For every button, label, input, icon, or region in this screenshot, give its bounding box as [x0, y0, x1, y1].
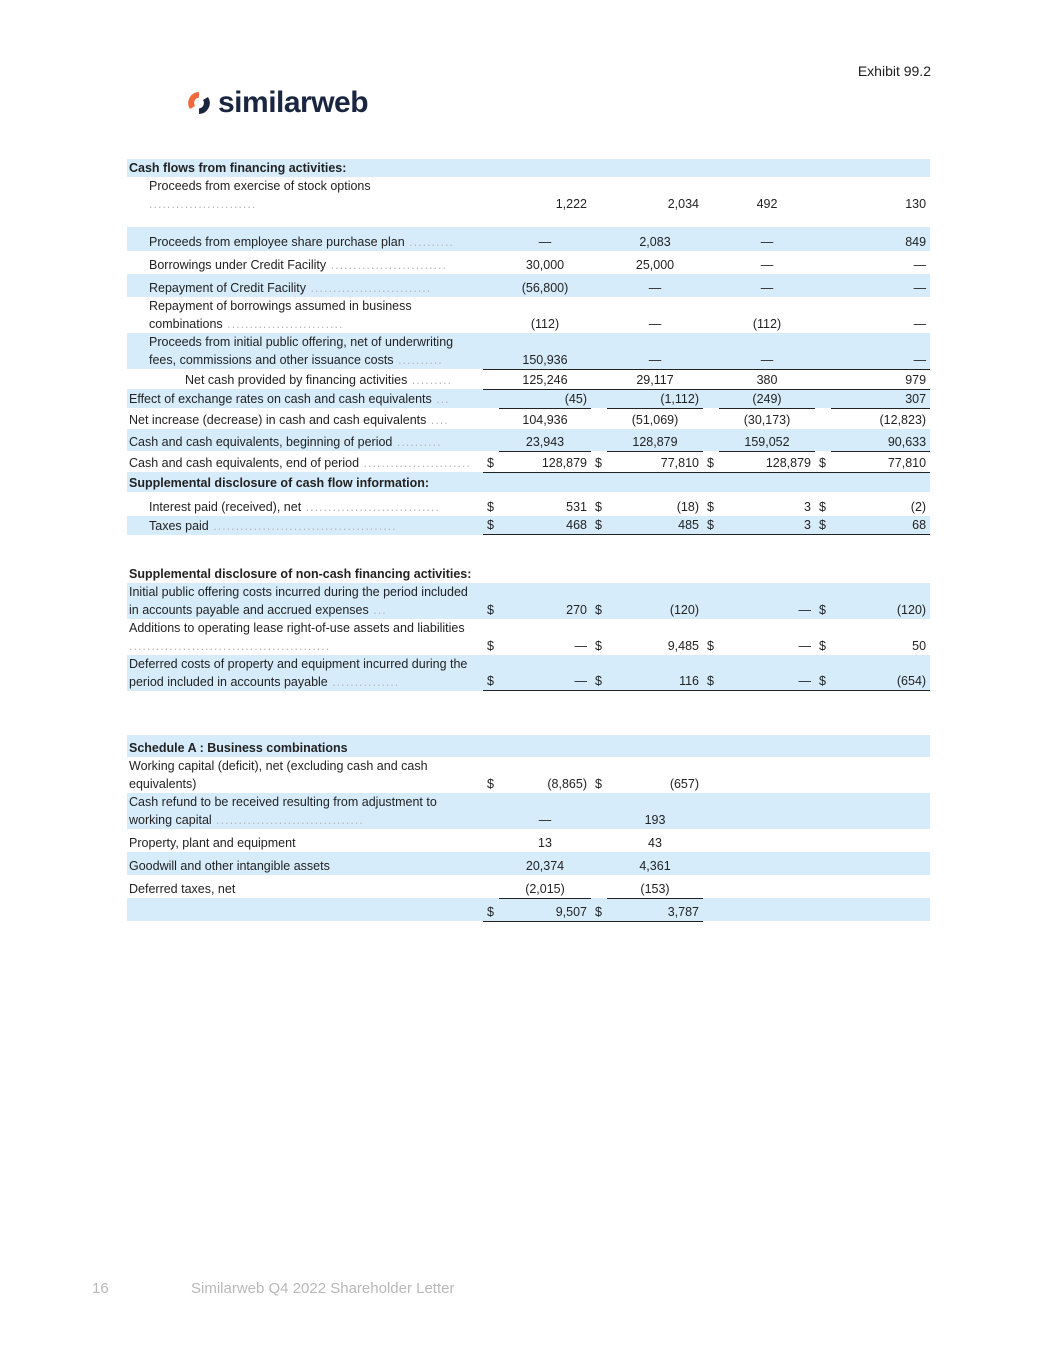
value-cell: 849 — [831, 227, 930, 251]
value-cell: — — [719, 333, 815, 369]
value-cell: 492 — [756, 197, 778, 211]
value-cell: (153) — [607, 875, 703, 898]
table-row — [127, 429, 930, 451]
cash-flow-table — [127, 159, 930, 691]
table-row — [127, 297, 930, 333]
value-cell: 104,936 — [522, 413, 568, 427]
value-cell: (120) — [607, 583, 703, 619]
value-cell: (249) — [719, 389, 815, 408]
currency-symbol: $ — [591, 451, 607, 472]
value-cell: 9,507 — [499, 898, 591, 921]
value-cell: 128,879 — [607, 429, 703, 451]
value-cell: — — [913, 258, 927, 272]
table-row — [127, 793, 930, 829]
currency-symbol: $ — [703, 655, 719, 691]
value-cell: 90,633 — [831, 429, 930, 451]
value-cell: (56,800) — [499, 274, 591, 297]
supplemental-header: Supplemental disclosure of cash flow information: — [127, 472, 930, 492]
table-row — [127, 251, 930, 274]
value-cell: 468 — [499, 516, 591, 535]
table-row — [127, 852, 930, 875]
value-cell: (112) — [752, 317, 782, 331]
value-cell: — — [499, 655, 591, 691]
value-cell: (30,173) — [743, 413, 791, 427]
value-cell: — — [719, 227, 815, 251]
value-cell: — — [607, 333, 703, 369]
currency-symbol: $ — [595, 777, 602, 791]
currency-symbol: $ — [819, 500, 826, 514]
value-cell: — — [719, 274, 815, 297]
table-row — [127, 408, 930, 429]
page-number: 16 — [92, 1280, 109, 1297]
row-label: Borrowings under Credit Facility .......................... — [149, 258, 447, 272]
currency-symbol: $ — [595, 638, 602, 653]
row-label: Deferred costs of property and equipment incurred during the period included in accounts payable ............... — [127, 655, 483, 691]
value-cell: 979 — [831, 369, 930, 389]
table-row — [127, 389, 930, 408]
value-cell: 2,034 — [667, 197, 699, 211]
value-cell: (2) — [910, 500, 927, 514]
value-cell: 4,361 — [607, 852, 703, 875]
currency-symbol: $ — [487, 777, 494, 791]
currency-symbol: $ — [483, 583, 499, 619]
row-label: Cash refund to be received resulting from adjustment to working capital ................................. — [127, 793, 483, 829]
table-row — [127, 619, 930, 655]
value-cell: — — [719, 583, 815, 619]
currency-symbol: $ — [483, 655, 499, 691]
value-cell: 380 — [719, 369, 815, 389]
table-row — [127, 274, 930, 297]
value-cell: 2,083 — [607, 227, 703, 251]
row-label: Deferred taxes, net — [129, 882, 236, 896]
value-cell: 3 — [804, 500, 811, 514]
value-cell: — — [648, 317, 662, 331]
currency-symbol: $ — [487, 500, 494, 514]
value-cell: 50 — [912, 638, 927, 653]
schedule-a-table — [127, 735, 930, 922]
value-cell: (1,112) — [607, 389, 703, 408]
table-row-total — [127, 898, 930, 921]
exhibit-label: Exhibit 99.2 — [857, 63, 931, 79]
schedule-header: Schedule A : Business combinations — [127, 735, 930, 757]
currency-symbol: $ — [815, 451, 831, 472]
table-row — [127, 227, 930, 251]
value-cell: (657) — [669, 777, 699, 791]
value-cell: 125,246 — [499, 369, 591, 389]
row-label: Goodwill and other intangible assets — [127, 852, 483, 875]
currency-symbol: $ — [703, 451, 719, 472]
value-cell: 77,810 — [607, 451, 703, 472]
row-label: Repayment of Credit Facility ........................... — [127, 274, 483, 297]
similarweb-logo-icon — [186, 90, 212, 116]
value-cell: 193 — [607, 793, 703, 829]
value-cell: (45) — [499, 389, 591, 408]
table-row — [127, 655, 930, 691]
row-label: Proceeds from exercise of stock options ........................ — [149, 179, 371, 211]
value-cell: 9,485 — [667, 638, 699, 653]
table-row-total — [127, 369, 930, 389]
value-cell: 1,222 — [555, 197, 587, 211]
value-cell: — — [607, 274, 703, 297]
currency-symbol: $ — [819, 638, 826, 653]
table-row — [127, 516, 930, 535]
currency-symbol: $ — [815, 655, 831, 691]
footer-title: Similarweb Q4 2022 Shareholder Letter — [191, 1280, 455, 1297]
noncash-header: Supplemental disclosure of non-cash financing activities: — [129, 566, 472, 581]
currency-symbol: $ — [815, 516, 831, 535]
row-label: Effect of exchange rates on cash and cash equivalents ... — [127, 389, 483, 408]
table-row — [127, 177, 930, 213]
logo-wordmark: similarweb — [218, 86, 369, 119]
value-cell: — — [574, 638, 587, 653]
currency-symbol: $ — [707, 500, 714, 514]
value-cell: — — [798, 638, 811, 653]
currency-symbol: $ — [595, 500, 602, 514]
row-label: Repayment of borrowings assumed in business combinations .......................... — [149, 299, 412, 331]
table-row — [127, 492, 930, 516]
currency-symbol: $ — [591, 898, 607, 921]
table-row — [127, 333, 930, 369]
value-cell: (120) — [831, 583, 930, 619]
currency-symbol — [703, 583, 719, 619]
row-label: Proceeds from employee share purchase plan .......... — [127, 227, 483, 251]
value-cell: (654) — [831, 655, 930, 691]
table-row — [127, 829, 930, 852]
value-cell: (8,865) — [547, 777, 587, 791]
row-label: Proceeds from initial public offering, net of underwriting fees, commissions and other issuance costs .......... — [127, 333, 483, 369]
row-label: Initial public offering costs incurred during the period included in accounts payable and accrued expenses ... — [127, 583, 483, 619]
row-label: Cash and cash equivalents, end of period ........................ — [129, 456, 471, 470]
value-cell: (51,069) — [631, 413, 679, 427]
value-cell: — — [831, 333, 930, 369]
currency-symbol: $ — [487, 638, 494, 653]
value-cell: — — [831, 274, 930, 297]
value-cell: (18) — [676, 500, 699, 514]
value-cell: 25,000 — [635, 258, 675, 272]
value-cell: — — [913, 317, 927, 331]
currency-symbol: $ — [591, 583, 607, 619]
value-cell: — — [499, 227, 591, 251]
value-cell: 20,374 — [499, 852, 591, 875]
currency-symbol: $ — [483, 516, 499, 535]
row-label: Property, plant and equipment — [129, 836, 296, 850]
currency-symbol: $ — [483, 898, 499, 921]
table-section-header — [127, 472, 930, 492]
value-cell: 307 — [831, 389, 930, 408]
value-cell: 531 — [566, 500, 587, 514]
table-section-header — [127, 159, 930, 177]
currency-symbol: $ — [591, 655, 607, 691]
row-label: Net cash provided by financing activities ......... — [185, 373, 453, 387]
currency-symbol: $ — [591, 516, 607, 535]
currency-symbol: $ — [703, 516, 719, 535]
currency-symbol: $ — [815, 583, 831, 619]
value-cell: 68 — [831, 516, 930, 535]
row-label: Working capital (deficit), net (excluding cash and cash equivalents) — [129, 759, 428, 791]
value-cell: (112) — [530, 317, 560, 331]
value-cell: 3,787 — [607, 898, 703, 921]
row-label: Interest paid (received), net .............................. — [149, 500, 440, 514]
value-cell: 485 — [607, 516, 703, 535]
value-cell: 116 — [607, 655, 703, 691]
value-cell: 130 — [905, 197, 927, 211]
currency-symbol: $ — [483, 451, 499, 472]
company-logo — [186, 86, 368, 120]
row-label: Net increase (decrease) in cash and cash equivalents .... — [129, 413, 449, 427]
table-row — [127, 875, 930, 898]
value-cell: 3 — [719, 516, 815, 535]
table-row — [127, 583, 930, 619]
value-cell: 159,052 — [719, 429, 815, 451]
value-cell: — — [719, 655, 815, 691]
value-cell: 270 — [499, 583, 591, 619]
currency-symbol: $ — [707, 638, 714, 653]
value-cell: 77,810 — [831, 451, 930, 472]
value-cell: 29,117 — [607, 369, 703, 389]
row-label: Taxes paid ......................................... — [127, 516, 483, 535]
value-cell: — — [499, 793, 591, 829]
value-cell: 23,943 — [499, 429, 591, 451]
row-label: Additions to operating lease right-of-use assets and liabilities ............................................. — [129, 620, 465, 653]
value-cell: 128,879 — [719, 451, 815, 472]
table-section-header — [127, 735, 930, 757]
row-label: Cash and cash equivalents, beginning of period .......... — [127, 429, 483, 451]
value-cell: 43 — [648, 836, 662, 850]
table-section-header — [127, 535, 930, 583]
value-cell: 128,879 — [499, 451, 591, 472]
value-cell: (12,823) — [879, 413, 927, 427]
value-cell: 30,000 — [525, 258, 565, 272]
value-cell: 13 — [538, 836, 552, 850]
row-label — [127, 898, 483, 921]
table-row — [127, 451, 930, 472]
value-cell: (2,015) — [499, 875, 591, 898]
value-cell: 150,936 — [499, 333, 591, 369]
table-row — [127, 757, 930, 793]
value-cell: — — [760, 258, 774, 272]
financing-header: Cash flows from financing activities: — [127, 159, 930, 177]
